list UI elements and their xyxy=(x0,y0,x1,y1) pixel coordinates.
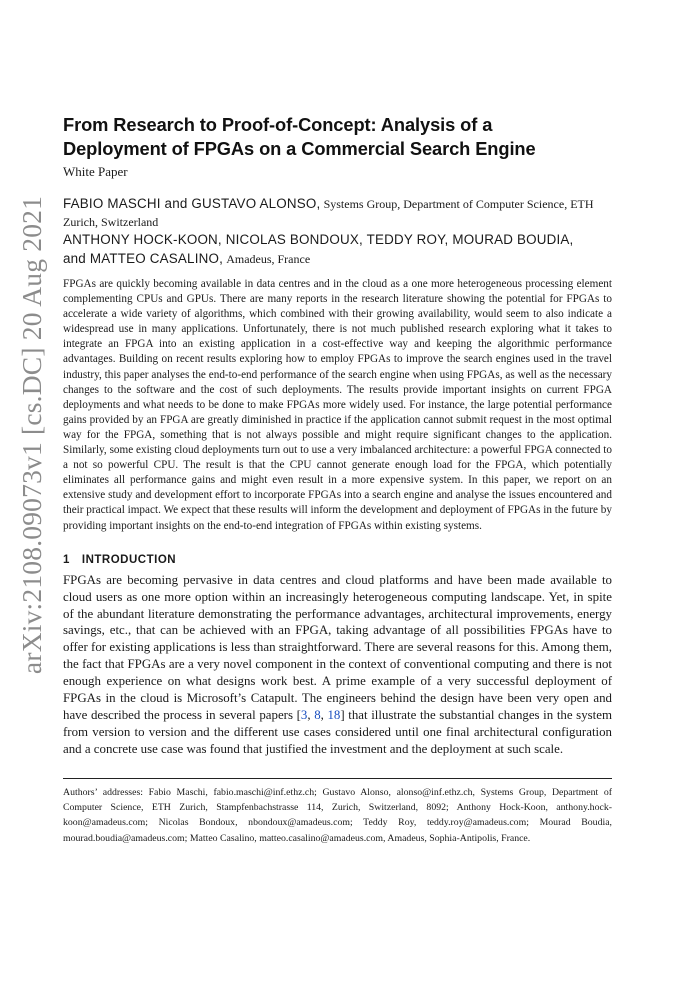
paper-title xyxy=(63,113,612,161)
citation-link[interactable]: 3 xyxy=(300,708,308,723)
paper-title-line-2: Deployment of FPGAs on a Commercial Search Engine xyxy=(63,138,536,159)
introduction-text-start: FPGAs are becoming pervasive in data centres and cloud platforms and have been made available to cloud users as one more option within an increasingly heterogeneous computing landscape. Yet, in spite of the abundant literature demonstrating the performance advantages, architectural improvements, energy savings, etc., that can be achieved with an FPGA, taking advantage of all possibilities FPGAs have to offer for existing applications is less than straightforward. There are several reasons for this. Among them, the fact that FPGAs are a very novel component in the context of conventional computing and there is not enough experience on what designs work best. A prime example of a very successful deployment of FPGAs in the cloud is Microsoft’s Catapult. The engineers behind the design have been very open and have described the process in several papers xyxy=(63,572,612,723)
author-affiliation-group-2: Amadeus, France xyxy=(226,251,311,266)
paper-title-line-1: From Research to Proof-of-Concept: Analysis of a xyxy=(63,114,493,135)
arxiv-identifier-text: arXiv:2108.09073v1 [cs.DC] 20 Aug 2021 xyxy=(16,195,47,675)
section-title: INTRODUCTION xyxy=(81,553,177,566)
author-names-group-2a: ANTHONY HOCK-KOON, NICOLAS BONDOUX, TEDDY ROY, MOURAD BOUDIA, xyxy=(63,232,574,247)
introduction-text-end: that illustrate the substantial changes in the system from version to version and the different use cases considered until one final architectural configuration and a concrete use case was found that justified the investment and the deployment at such scale. xyxy=(63,708,612,757)
citation-link[interactable]: 8 xyxy=(314,708,321,723)
author-names-group-1: FABIO MASCHI and GUSTAVO ALONSO, xyxy=(63,196,321,211)
author-affiliation-group-1: Systems Group, Department of Computer Science, ETH Zurich, Switzerland xyxy=(63,197,594,229)
citation-link[interactable]: 18 xyxy=(327,708,341,723)
author-block xyxy=(63,195,612,268)
paper-page xyxy=(63,113,612,846)
author-names-group-2b: and MATTEO CASALINO, xyxy=(63,250,224,266)
arxiv-identifier xyxy=(10,190,54,680)
abstract: FPGAs are quickly becoming available in data centres and in the cloud as a one more heterogeneous processing element complementing CPUs and GPUs. There are many reports in the research literature showing the potential for FPGAs to accelerate a wide variety of algorithms, which combined with their growing availability, would seem to also indicate a widespread use in many applications. Unfortunately, there is not much published research exploring what it takes to integrate an FPGA into an existing application in a cost-effective way and keeping the algorithmic performance advantages. Building on recent results exploring how to employ FPGAs to improve the search engines used in the travel industry, this paper analyses the end-to-end performance of the search engine when using FPGAs, as well as the necessary changes to the software and the cost of such deployments. The results provide important insights on current FPGA deployments and what needs to be done to make FPGAs more widely used. For instance, the large potential performance gains provided by an FPGA are greatly diminished in practice if the application cannot submit request in the most optimal way for the FPGA, something that is not always possible and might require significant changes to the application. Similarly, some existing cloud deployments turn out to use a very imbalanced architecture: a powerful FPGA connected to a not so powerful CPU. The result is that the CPU cannot generate enough load for the FPGA, which potentially eliminates all performance gains and might even result in a more expensive system. In this paper, we report on an extensive study and development effort to incorporate FPGAs into a search engine and analyse the issues encountered and their practical impact. We expect that these results will inform the development and deployment of FPGAs in the future by providing important insights on the end-to-end integration of FPGAs within existing systems. xyxy=(63,278,612,532)
paper-subtitle: White Paper xyxy=(63,164,128,179)
footnote-divider xyxy=(63,778,612,779)
citation-separator: , xyxy=(307,708,315,723)
introduction-paragraph xyxy=(63,572,612,758)
author-addresses-footnote: Authors’ addresses: Fabio Maschi, fabio.maschi@inf.ethz.ch; Gustavo Alonso, alonso@inf.ethz.ch, Systems Group, Department of Computer Science, ETH Zurich, Stampfenbachstrasse 114, Zurich, Switzerland, 8092; Anthony Hock-Koon, anthony.hock-koon@amadeus.com; Nicolas Bondoux, nbondoux@amadeus.com; Teddy Roy, teddy.roy@amadeus.com; Mourad Boudia, mourad.boudia@amadeus.com; Matteo Casalino, matteo.casalino@amadeus.com, Amadeus, Sophia-Antipolis, France. xyxy=(63,787,612,844)
citation-bracket-open: [ xyxy=(296,708,301,723)
citation-separator: , xyxy=(320,708,328,723)
section-number: 1 xyxy=(63,553,70,566)
citation-bracket-close: ] xyxy=(340,708,345,723)
section-heading xyxy=(63,553,612,568)
